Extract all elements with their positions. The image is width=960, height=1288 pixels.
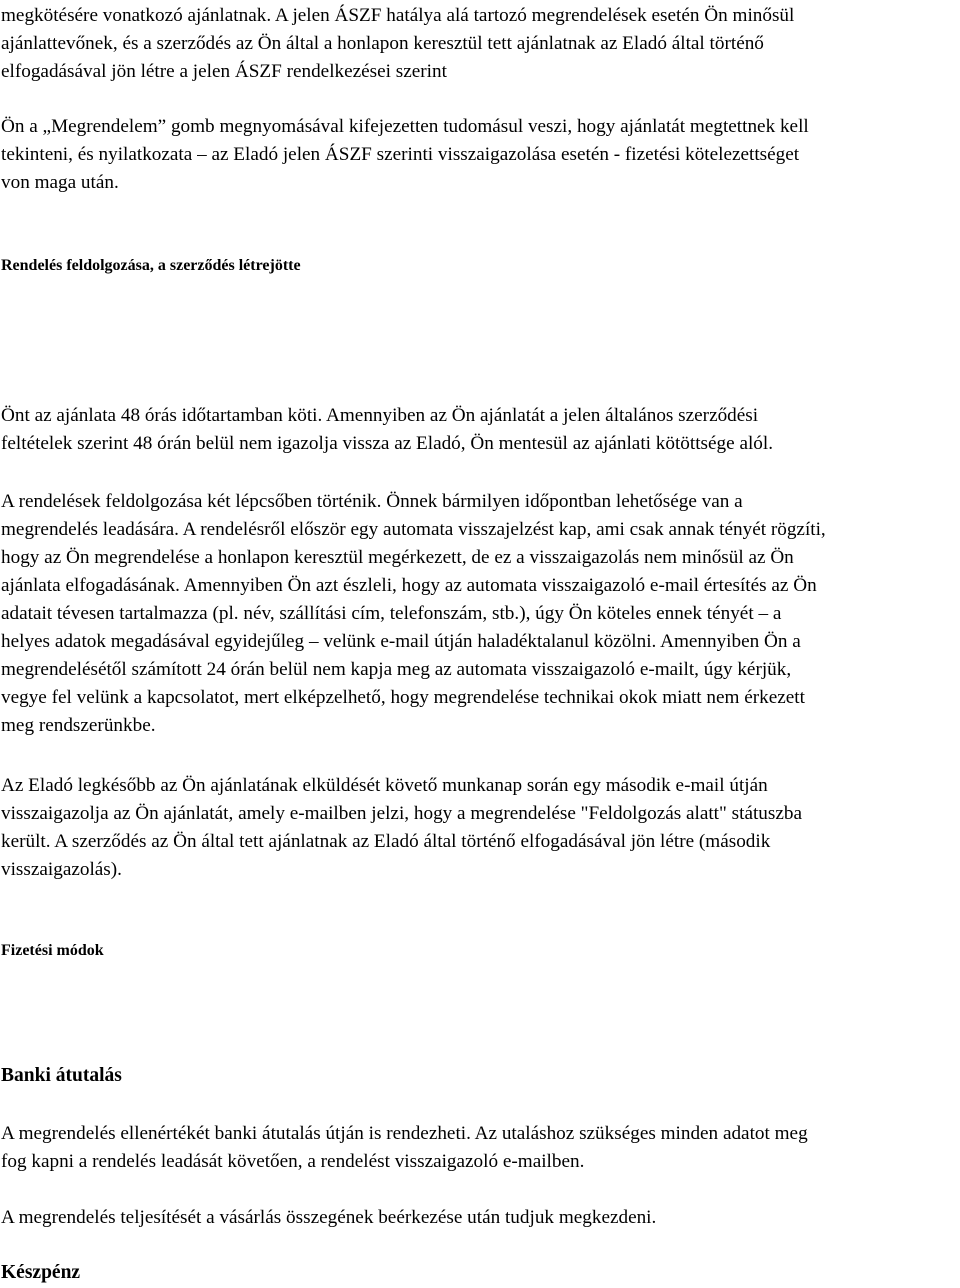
text-line: ajánlata elfogadásának. Amennyiben Ön azt észleli, hogy az automata visszaigazoló e-mail értesítés az Ön — [1, 575, 817, 596]
text-line: A rendelések feldolgozása két lépcsőben történik. Önnek bármilyen időpontban lehetősége van a — [1, 491, 743, 512]
text-line: ajánlattevőnek, és a szerződés az Ön által a honlapon keresztül tett ajánlatnak az Eladó által történő — [1, 33, 764, 54]
text-line: került. A szerződés az Ön által tett ajánlatnak az Eladó által történő elfogadásával jön létre (második — [1, 831, 771, 852]
heading-payment-methods: Fizetési módok — [1, 942, 104, 959]
paragraph-second-confirmation — [1, 772, 802, 884]
heading-order-processing: Rendelés feldolgozása, a szerződés létrejötte — [1, 257, 301, 274]
paragraph-processing-steps — [1, 488, 826, 740]
text-line: Ön a „Megrendelem” gomb megnyomásával kifejezetten tudomásul veszi, hogy ajánlatát megtettnek kell — [1, 116, 809, 137]
text-line: megkötésére vonatkozó ajánlatnak. A jelen ÁSZF hatálya alá tartozó megrendelések esetén Ön minősül — [1, 5, 795, 26]
heading-cash: Készpénz — [1, 1262, 81, 1283]
text-line: Az Eladó legkésőbb az Ön ajánlatának elküldését követő munkanap során egy második e-mail útján — [1, 775, 768, 796]
text-line: elfogadásával jön létre a jelen ÁSZF rendelkezései szerint — [1, 61, 447, 82]
paragraph-bank-transfer — [1, 1120, 808, 1176]
text-line: meg rendszerünkbe. — [1, 715, 156, 736]
text-line: A megrendelés teljesítését a vásárlás összegének beérkezése után tudjuk megkezdeni. — [1, 1207, 657, 1228]
text-line: tekinteni, és nyilatkozata – az Eladó jelen ÁSZF szerinti visszaigazolása esetén - fizetési kötelezettséget — [1, 144, 800, 165]
text-line: Önt az ajánlata 48 órás időtartamban köti. Amennyiben az Ön ajánlatát a jelen általános szerződési — [1, 405, 759, 426]
paragraph-order-button — [1, 113, 809, 197]
text-line: A megrendelés ellenértékét banki átutalás útján is rendezheti. Az utaláshoz szükséges minden adatot meg — [1, 1123, 808, 1144]
paragraph-fulfillment — [1, 1204, 656, 1232]
text-line: fog kapni a rendelés leadását követően, a rendelést visszaigazoló e-mailben. — [1, 1151, 585, 1172]
heading-bank-transfer: Banki átutalás — [1, 1065, 122, 1086]
text-line: visszaigazolás). — [1, 859, 122, 880]
paragraph-offer-binding — [1, 402, 773, 458]
paragraph-offer-acceptance — [1, 2, 794, 86]
text-line: feltételek szerint 48 órán belül nem igazolja vissza az Eladó, Ön mentesül az ajánlati kötöttsége alól. — [1, 433, 774, 454]
text-line: megrendelés leadására. A rendelésről először egy automata visszajelzést kap, ami csak annak tényét rögzíti, — [1, 519, 826, 540]
text-line: von maga után. — [1, 172, 119, 193]
text-line: helyes adatok megadásával egyidejűleg – velünk e-mail útján haladéktalanul közölni. Amennyiben Ön a — [1, 631, 801, 652]
text-line: adatait tévesen tartalmazza (pl. név, szállítási cím, telefonszám, stb.), úgy Ön köteles ennek tényét – a — [1, 603, 782, 624]
text-line: hogy az Ön megrendelése a honlapon keresztül megérkezett, de ez a visszaigazolás nem minősül az Ön — [1, 547, 794, 568]
text-line: megrendelésétől számított 24 órán belül nem kapja meg az automata visszaigazoló e-mailt, úgy kérjük, — [1, 659, 792, 680]
text-line: visszaigazolja az Ön ajánlatát, amely e-mailben jelzi, hogy a megrendelése "Feldolgozás alatt" státuszba — [1, 803, 802, 824]
text-line: vegye fel velünk a kapcsolatot, mert elképzelhető, hogy megrendelése technikai okok miatt nem érkezett — [1, 687, 805, 708]
